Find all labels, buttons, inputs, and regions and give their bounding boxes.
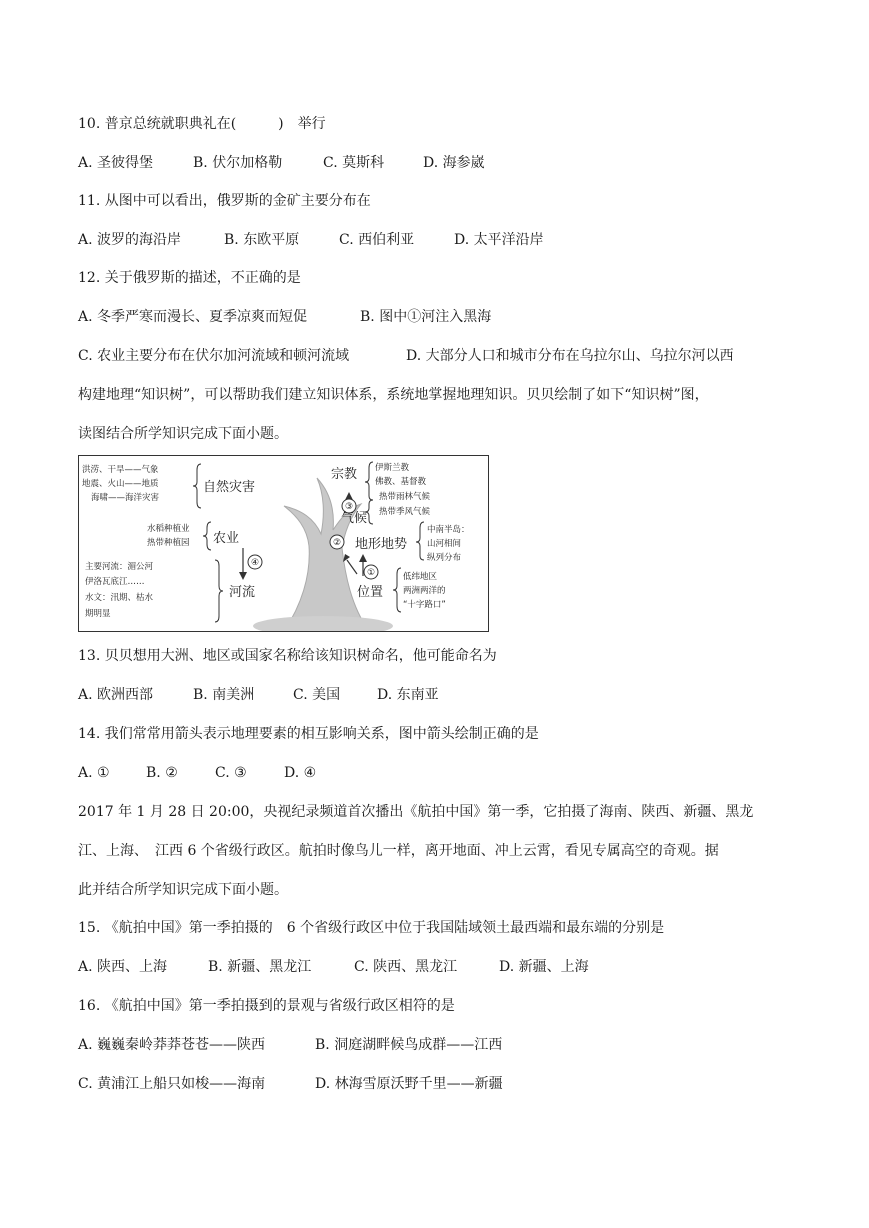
- option-b[interactable]: B. 东欧平原: [224, 232, 300, 248]
- question-15-stem: 15. 《航拍中国》第一季拍摄的 6 个省级行政区中位于我国陆域领土最西端和最东端的分别是: [78, 920, 665, 936]
- question-15-options: [78, 957, 589, 977]
- river-item: 期明显: [85, 609, 111, 619]
- location-item: “十字路口”: [403, 600, 446, 610]
- terrain-item: 山河相间: [427, 539, 462, 549]
- tree-ground: [253, 616, 393, 631]
- bracket-disasters: [193, 464, 201, 508]
- option-b[interactable]: B. 南美洲: [193, 687, 255, 703]
- label-climate: 气候: [341, 511, 368, 526]
- material-intro2-line2: 江、上海、 江西 6 个省级行政区。航拍时像鸟儿一样，离开地面、冲上云霄，看见专属高空的奇观。据: [78, 843, 719, 859]
- climate-item: 热带季风气候: [379, 507, 431, 517]
- bracket-agri: [203, 522, 211, 550]
- option-d[interactable]: D. 大部分人口和城市分布在乌拉尔山、乌拉尔河以西: [406, 348, 734, 364]
- option-c[interactable]: C. 黄浦江上船只如梭——海南: [78, 1076, 266, 1092]
- option-b[interactable]: B. 图中①河注入黑海: [360, 309, 492, 325]
- option-d[interactable]: D. ④: [284, 765, 317, 781]
- option-d[interactable]: D. 新疆、上海: [499, 959, 589, 975]
- knowledge-tree-figure: [78, 455, 489, 632]
- bracket-terrain: [416, 522, 424, 560]
- option-a[interactable]: A. 巍巍秦岭莽莽苍苍——陕西: [78, 1037, 266, 1053]
- circle-label-3: ③: [344, 502, 354, 512]
- question-10-options: [78, 153, 485, 173]
- river-item: 主要河流：湄公河: [85, 562, 154, 572]
- disaster-item: 洪涝、干旱——气象: [82, 465, 159, 475]
- label-agriculture: 农业: [213, 531, 240, 546]
- material-intro-line1: 构建地理“知识树”，可以帮助我们建立知识体系，系统地掌握地理知识。贝贝绘制了如下“知识树”图，: [78, 387, 709, 403]
- question-14-options: [78, 763, 316, 783]
- disaster-item: 地震、火山——地质: [82, 479, 159, 489]
- arrow-4: [239, 572, 247, 580]
- option-b[interactable]: B. ②: [146, 765, 178, 781]
- river-item: 水文：汛期、枯水: [85, 593, 154, 603]
- label-location: 位置: [357, 585, 384, 600]
- option-d[interactable]: D. 林海雪原沃野千里——新疆: [315, 1076, 503, 1092]
- option-a[interactable]: A. 圣彼得堡: [78, 155, 154, 171]
- river-item: 伊洛瓦底江……: [85, 577, 145, 587]
- option-a[interactable]: A. 冬季严寒而漫长、夏季凉爽而短促: [78, 309, 308, 325]
- label-natural-disasters: 自然灾害: [203, 480, 256, 495]
- tree-trunk-shape: [284, 478, 369, 631]
- option-b[interactable]: B. 新疆、黑龙江: [208, 959, 312, 975]
- terrain-item: 中南半岛：: [427, 525, 470, 535]
- option-b[interactable]: B. 洞庭湖畔候鸟成群——江西: [315, 1037, 503, 1053]
- circle-label-1: ①: [366, 568, 376, 578]
- circle-label-2: ②: [332, 538, 342, 548]
- material-intro2-line1: 2017 年 1 月 28 日 20:00，央视纪录频道首次播出《航拍中国》第一季，它拍摄了海南、陕西、新疆、黑龙: [78, 804, 754, 820]
- agri-item: 热带种植园: [147, 538, 190, 548]
- material-intro2-line3: 此并结合所学知识完成下面小题。: [78, 882, 288, 898]
- agri-item: 水稻种植业: [147, 524, 190, 534]
- option-a[interactable]: A. ①: [78, 765, 110, 781]
- bracket-location: [393, 568, 401, 612]
- question-10-stem: 10. 普京总统就职典礼在( ) 举行: [78, 116, 326, 132]
- label-religion: 宗教: [331, 467, 358, 482]
- location-item: 低纬地区: [403, 572, 438, 582]
- question-12-options-row2: [78, 346, 734, 366]
- option-b[interactable]: B. 伏尔加格勒: [193, 155, 283, 171]
- material-intro-line2: 读图结合所学知识完成下面小题。: [78, 426, 288, 442]
- question-11-stem: 11. 从图中可以看出，俄罗斯的金矿主要分布在: [78, 193, 371, 209]
- question-11-options: [78, 230, 544, 250]
- option-c[interactable]: C. 莫斯科: [323, 155, 385, 171]
- question-13-stem: 13. 贝贝想用大洲、地区或国家名称给该知识树命名，他可能命名为: [78, 648, 497, 664]
- option-a[interactable]: A. 波罗的海沿岸: [78, 232, 182, 248]
- location-item: 两洲两洋的: [403, 586, 446, 596]
- option-a[interactable]: A. 陕西、上海: [78, 959, 168, 975]
- question-14-stem: 14. 我们常常用箭头表示地理要素的相互影响关系，图中箭头绘制正确的是: [78, 726, 539, 742]
- bracket-river: [215, 560, 223, 622]
- question-16-options-row1: [78, 1035, 502, 1055]
- terrain-item: 纵列分布: [427, 553, 462, 563]
- option-d[interactable]: D. 太平洋沿岸: [454, 232, 544, 248]
- option-c[interactable]: C. 西伯利亚: [339, 232, 415, 248]
- option-c[interactable]: C. 农业主要分布在伏尔加河流域和顿河流域: [78, 348, 350, 364]
- option-c[interactable]: C. 美国: [293, 687, 341, 703]
- disaster-item: 海啸——海洋灾害: [91, 493, 160, 503]
- question-13-options: [78, 685, 439, 705]
- option-c[interactable]: C. 陕西、黑龙江: [354, 959, 458, 975]
- option-c[interactable]: C. ③: [215, 765, 247, 781]
- label-river: 河流: [229, 585, 256, 600]
- option-d[interactable]: D. 东南亚: [377, 687, 439, 703]
- climate-item: 热带雨林气候: [379, 492, 431, 502]
- tree-illustration: [79, 456, 488, 631]
- option-d[interactable]: D. 海参崴: [423, 155, 485, 171]
- option-a[interactable]: A. 欧洲西部: [78, 687, 154, 703]
- arrow-2: [343, 554, 350, 562]
- question-12-stem: 12. 关于俄罗斯的描述，不正确的是: [78, 270, 301, 286]
- religion-item: 佛教、基督教: [375, 477, 427, 487]
- circle-label-4: ④: [250, 558, 260, 568]
- bracket-religion: [365, 462, 373, 500]
- question-16-options-row2: [78, 1074, 503, 1094]
- question-12-options-row1: [78, 307, 491, 327]
- label-terrain: 地形地势: [355, 537, 408, 552]
- question-16-stem: 16. 《航拍中国》第一季拍摄到的景观与省级行政区相符的是: [78, 998, 455, 1014]
- religion-item: 伊斯兰教: [375, 463, 410, 473]
- arrow-1: [359, 554, 367, 562]
